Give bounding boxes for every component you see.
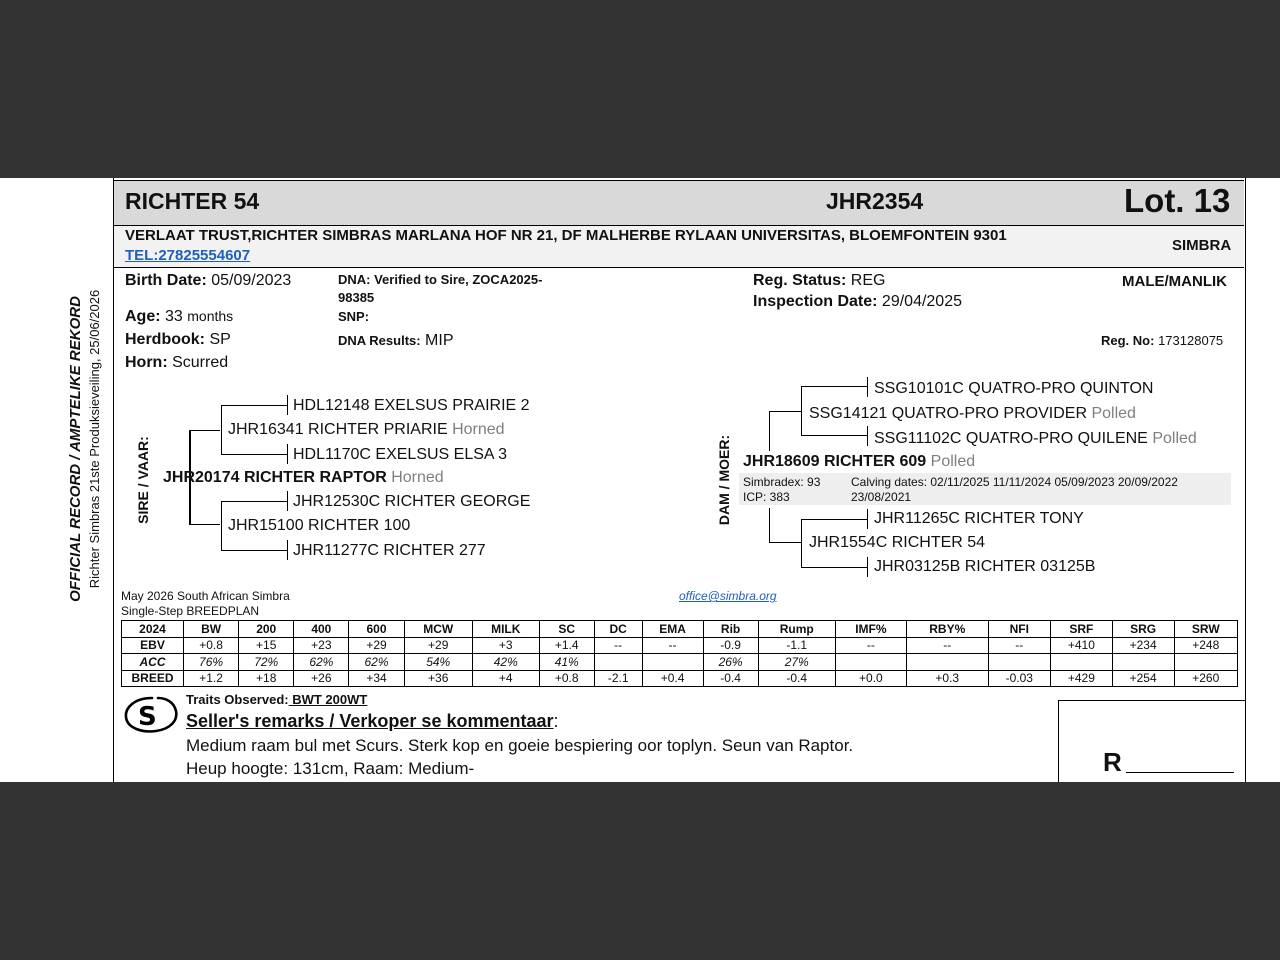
sire-sire-horn: Horned	[452, 421, 505, 438]
ebv-breed-row	[122, 670, 1238, 687]
snp-label: SNP:	[338, 309, 370, 324]
ebv-cell: --	[835, 637, 906, 654]
dam-sire	[809, 405, 1136, 423]
ebv-cell: +36	[404, 670, 472, 687]
dam-horn: Polled	[930, 453, 976, 470]
ebv-cell: 54%	[404, 654, 472, 671]
seller-remarks-heading: Seller's remarks / Verkoper se kommentaar	[186, 711, 554, 731]
herdbook-value: SP	[209, 331, 231, 348]
dam-connector	[769, 411, 770, 451]
ebv-cell: +1.4	[539, 637, 594, 654]
sire-connector	[287, 444, 288, 464]
ebv-cell: +18	[239, 670, 294, 687]
ebv-cell: 41%	[539, 654, 594, 671]
ebv-row	[122, 637, 1238, 654]
dam-sire-horn: Polled	[1091, 405, 1136, 422]
ebv-cell: +1.2	[184, 670, 239, 687]
age-unit: months	[187, 308, 234, 324]
ebv-cell: 62%	[294, 654, 349, 671]
ebv-cell: +0.8	[539, 670, 594, 687]
ebv-cell	[1051, 654, 1113, 671]
ebv-cell: +29	[349, 637, 404, 654]
ebv-cell	[1174, 654, 1238, 671]
reg-status	[753, 272, 885, 290]
ebv-cell	[1112, 654, 1174, 671]
ebv-cell: +23	[294, 637, 349, 654]
ebv-cell: +29	[404, 637, 472, 654]
ebv-cell: --	[907, 637, 989, 654]
ebv-cell: MCW	[404, 621, 472, 638]
ebv-acc-row	[122, 654, 1238, 671]
ebv-cell: -2.1	[594, 670, 642, 687]
sire-connector	[221, 454, 288, 455]
traits-observed	[186, 692, 367, 707]
ebv-cell: DC	[594, 621, 642, 638]
dna-verification-ref: 98385	[338, 290, 375, 305]
price-input-line[interactable]	[1126, 772, 1234, 773]
ebv-cell: MILK	[472, 621, 539, 638]
inspection-date-label: Inspection Date:	[753, 293, 878, 310]
birth-date-value: 05/09/2023	[211, 272, 292, 289]
sire-connector	[189, 430, 220, 431]
ebv-cell: +0.4	[642, 670, 703, 687]
sire-dam-sire: JHR12530C RICHTER GEORGE	[293, 493, 531, 510]
dam-sire-dam-horn: Polled	[1152, 430, 1197, 447]
inspection-date-value: 29/04/2025	[881, 293, 962, 310]
ebv-cell: 42%	[472, 654, 539, 671]
breedplan-type: Single-Step BREEDPLAN	[121, 604, 260, 618]
ebv-cell: --	[988, 637, 1050, 654]
ebv-cell: 200	[239, 621, 294, 638]
ebv-cell: SRG	[1112, 621, 1174, 638]
ebv-cell: 27%	[758, 654, 835, 671]
ebv-cell: -1.1	[758, 637, 835, 654]
sire-dam: JHR15100 RICHTER 100	[228, 517, 411, 534]
dam-connector	[801, 519, 868, 520]
dam-connector	[801, 435, 868, 436]
birth-date	[125, 272, 291, 290]
animal-id: JHR2354	[826, 188, 924, 214]
breedplan-source: May 2026 South African Simbra	[121, 589, 290, 603]
ebv-cell: +260	[1174, 670, 1238, 687]
reg-no-label: Reg. No:	[1101, 333, 1155, 348]
age-label: Age:	[125, 308, 161, 325]
header-bar	[114, 180, 1244, 226]
ebv-cell: +410	[1051, 637, 1113, 654]
ebv-cell: -0.4	[758, 670, 835, 687]
dam-connector	[769, 542, 802, 543]
sire-connector	[221, 501, 288, 502]
ebv-cell: 400	[294, 621, 349, 638]
ebv-cell: 600	[349, 621, 404, 638]
herdbook-label: Herdbook:	[125, 331, 205, 348]
ebv-cell	[907, 654, 989, 671]
owner-address: VERLAAT TRUST,RICHTER SIMBRAS MARLANA HOF NR 21, DF MALHERBE RYLAAN UNIVERSITAS, BLOEMFONTEIN 9301	[125, 227, 1007, 244]
dam	[743, 453, 975, 471]
dna-verification: DNA: Verified to Sire, ZOCA2025-	[338, 272, 543, 287]
dam-connector	[867, 557, 868, 577]
ebv-table	[121, 620, 1238, 687]
ebv-cell: 72%	[239, 654, 294, 671]
inspection-date	[753, 293, 962, 311]
birth-date-label: Birth Date:	[125, 272, 207, 289]
horn-value: Scurred	[172, 354, 229, 371]
sire-connector	[287, 491, 288, 511]
ebv-cell: --	[594, 637, 642, 654]
horn	[125, 354, 228, 372]
auction-label: Richter Simbras 21ste Produksieveiling, 25/06/2026	[87, 289, 102, 589]
ebv-cell: +0.8	[184, 637, 239, 654]
ebv-cell: RBY%	[907, 621, 989, 638]
dam-connector	[801, 386, 868, 387]
herdbook	[125, 331, 231, 349]
sire-horn: Horned	[391, 469, 444, 486]
dam-dam-sire: JHR11265C RICHTER TONY	[874, 510, 1084, 527]
ebv-cell	[988, 654, 1050, 671]
ebv-cell: +15	[239, 637, 294, 654]
seller-remarks-title	[186, 711, 559, 732]
dna-results-value: MIP	[425, 332, 454, 349]
dam-connector	[801, 519, 802, 568]
ebv-cell: -0.4	[703, 670, 758, 687]
seller-remarks-colon: :	[553, 711, 559, 731]
price-currency-label: R	[1103, 747, 1122, 777]
sire-connector	[221, 501, 222, 551]
ebv-cell: 76%	[184, 654, 239, 671]
dam-sire-name: SSG14121 QUATRO-PRO PROVIDER	[809, 405, 1087, 422]
sire-sire	[228, 421, 505, 439]
dam-section-title: DAM / MOER:	[716, 434, 732, 526]
ebv-row-label: ACC	[122, 654, 184, 671]
ebv-cell	[835, 654, 906, 671]
dam-connector	[801, 567, 868, 568]
ebv-cell: +429	[1051, 670, 1113, 687]
breedplan-email-link[interactable]: office@simbra.org	[679, 589, 777, 603]
ebv-cell: +248	[1174, 637, 1238, 654]
ebv-cell: Rib	[703, 621, 758, 638]
dam-connector	[867, 426, 868, 446]
dam-connector	[769, 411, 802, 412]
dam-sire-dam	[874, 430, 1197, 448]
sire-section-title: SIRE / VAAR:	[135, 436, 151, 524]
dna-results-label: DNA Results:	[338, 333, 421, 348]
lot-card	[0, 178, 1280, 782]
owner-phone-link[interactable]: TEL:27825554607	[125, 247, 251, 264]
ebv-cell: +0.0	[835, 670, 906, 687]
reg-no-value: 173128075	[1158, 333, 1224, 348]
ebv-cell: BW	[184, 621, 239, 638]
dam-name: JHR18609 RICHTER 609	[743, 453, 927, 470]
ebv-cell: +234	[1112, 637, 1174, 654]
ebv-header-row	[122, 621, 1238, 638]
dam-connector	[867, 509, 868, 529]
ebv-cell: SC	[539, 621, 594, 638]
dam-simbradex: Simbradex: 93	[743, 475, 821, 489]
traits-observed-value: BWT 200WT	[288, 692, 368, 707]
dam-dam-dam: JHR03125B RICHTER 03125B	[874, 558, 1096, 575]
seller-remarks-line-2: Heup hoogte: 131cm, Raam: Medium-	[186, 759, 475, 778]
ebv-cell: SRF	[1051, 621, 1113, 638]
ebv-cell	[642, 654, 703, 671]
animal-name: RICHTER 54	[125, 188, 260, 214]
dam-icp: ICP: 383	[743, 490, 790, 504]
dna-results	[338, 332, 454, 350]
official-record-label: OFFICIAL RECORD / AMPTELIKE REKORD	[67, 296, 84, 602]
ebv-cell: +254	[1112, 670, 1174, 687]
ebv-cell: +34	[349, 670, 404, 687]
breed-label: SIMBRA	[1172, 237, 1232, 254]
ebv-cell: IMF%	[835, 621, 906, 638]
horn-label: Horn:	[125, 354, 168, 371]
dam-connector	[769, 508, 770, 543]
ebv-cell: EMA	[642, 621, 703, 638]
seller-remarks-line-1: Medium raam bul met Scurs. Sterk kop en goeie bespiering oor toplyn. Seun van Raptor.	[186, 736, 854, 755]
sire-connector	[221, 405, 222, 455]
ebv-cell: -0.9	[703, 637, 758, 654]
ebv-cell: +4	[472, 670, 539, 687]
seller-logo-icon	[122, 692, 180, 736]
ebv-cell: 62%	[349, 654, 404, 671]
sire-dam-dam: JHR11277C RICHTER 277	[293, 542, 486, 559]
dam-sire-sire: SSG10101C QUATRO-PRO QUINTON	[874, 380, 1154, 397]
ebv-cell	[594, 654, 642, 671]
ebv-cell: +3	[472, 637, 539, 654]
ebv-row-label: BREED	[122, 670, 184, 687]
sire-name: JHR20174 RICHTER RAPTOR	[163, 469, 387, 486]
dam-calving-dates-2: 23/08/2021	[851, 490, 912, 504]
ebv-cell: +0.3	[907, 670, 989, 687]
ebv-row-label: 2024	[122, 621, 184, 638]
age	[125, 308, 233, 326]
sire-connector	[221, 405, 288, 406]
price-box	[1058, 700, 1246, 782]
ebv-cell: Rump	[758, 621, 835, 638]
dam-connector	[867, 377, 868, 397]
sire-connector	[189, 524, 220, 525]
sire-sire-dam: HDL1170C EXELSUS ELSA 3	[293, 446, 508, 463]
reg-status-label: Reg. Status:	[753, 272, 847, 289]
sire-connector	[287, 395, 288, 415]
ebv-cell: SRW	[1174, 621, 1238, 638]
sire	[163, 469, 444, 487]
ebv-cell: +26	[294, 670, 349, 687]
sire-sire-name: JHR16341 RICHTER PRIARIE	[228, 421, 448, 438]
dam-sire-dam-name: SSG11102C QUATRO-PRO QUILENE	[874, 430, 1148, 447]
lot-number: Lot. 13	[1124, 182, 1231, 219]
sire-sire-sire: HDL12148 EXELSUS PRAIRIE 2	[293, 397, 530, 414]
ebv-row-label: EBV	[122, 637, 184, 654]
dam-connector	[801, 386, 802, 436]
ebv-cell: -0.03	[988, 670, 1050, 687]
sire-connector	[221, 550, 288, 551]
dam-dam: JHR1554C RICHTER 54	[809, 534, 986, 551]
ebv-cell: NFI	[988, 621, 1050, 638]
dam-calving-dates: Calving dates: 02/11/2025 11/11/2024 05/09/2023 20/09/2022	[851, 475, 1178, 489]
traits-observed-label: Traits Observed:	[186, 692, 289, 707]
age-value: 33	[165, 308, 183, 325]
reg-no	[1101, 333, 1223, 348]
svg-text:S: S	[138, 702, 157, 732]
sex-label: MALE/MANLIK	[1122, 273, 1227, 290]
sire-connector	[287, 540, 288, 560]
reg-status-value: REG	[850, 272, 886, 289]
ebv-cell: --	[642, 637, 703, 654]
ebv-cell: 26%	[703, 654, 758, 671]
